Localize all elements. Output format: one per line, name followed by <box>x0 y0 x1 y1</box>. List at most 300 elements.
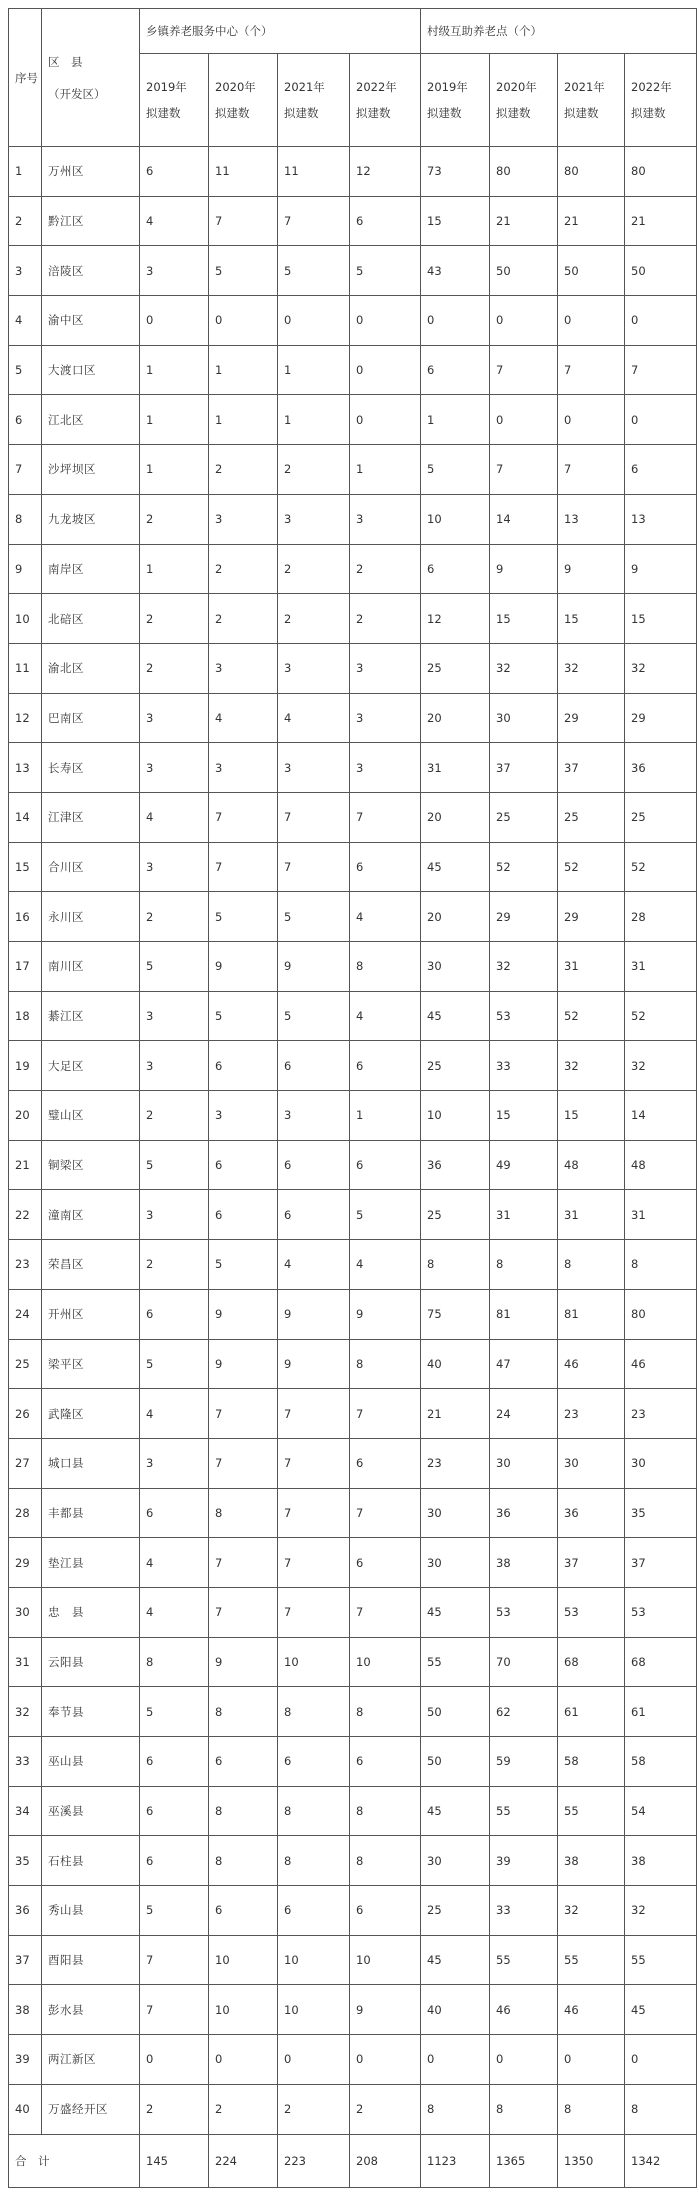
town-center-count: 2 <box>140 594 209 644</box>
village-point-count: 8 <box>625 1240 697 1290</box>
row-index: 27 <box>9 1438 42 1488</box>
village-point-count: 81 <box>490 1289 558 1339</box>
table-row <box>9 1538 697 1588</box>
village-point-count: 54 <box>625 1786 697 1836</box>
village-point-count: 21 <box>625 196 697 246</box>
year-header-5 <box>490 54 558 147</box>
table-row <box>9 1985 697 2035</box>
district-name: 渝北区 <box>42 643 140 693</box>
town-center-count: 3 <box>140 1190 209 1240</box>
table-row <box>9 693 697 743</box>
town-center-count: 7 <box>209 1587 278 1637</box>
town-center-total: 145 <box>140 2134 209 2187</box>
town-center-count: 10 <box>209 1935 278 1985</box>
village-point-count: 29 <box>490 892 558 942</box>
village-point-count: 8 <box>558 2084 625 2134</box>
town-center-group-header: 乡镇养老服务中心（个） <box>140 9 421 54</box>
town-center-count: 7 <box>209 1438 278 1488</box>
town-center-count: 7 <box>350 1389 421 1439</box>
village-point-count: 40 <box>421 1339 490 1389</box>
town-center-count: 1 <box>140 345 209 395</box>
district-name: 云阳县 <box>42 1637 140 1687</box>
row-index: 35 <box>9 1836 42 1886</box>
district-name: 巴南区 <box>42 693 140 743</box>
village-point-count: 53 <box>490 991 558 1041</box>
village-point-count: 50 <box>625 246 697 296</box>
village-point-count: 37 <box>558 743 625 793</box>
village-point-count: 10 <box>421 494 490 544</box>
village-point-count: 25 <box>558 792 625 842</box>
town-center-count: 2 <box>140 1240 209 1290</box>
town-center-count: 6 <box>350 842 421 892</box>
row-index: 11 <box>9 643 42 693</box>
village-point-count: 50 <box>558 246 625 296</box>
town-center-count: 7 <box>278 196 350 246</box>
village-point-count: 29 <box>558 892 625 942</box>
town-center-count: 11 <box>278 147 350 197</box>
village-point-count: 55 <box>490 1935 558 1985</box>
district-name: 长寿区 <box>42 743 140 793</box>
town-center-count: 3 <box>140 991 209 1041</box>
town-center-count: 3 <box>209 1091 278 1141</box>
village-point-count: 55 <box>625 1935 697 1985</box>
village-point-count: 6 <box>421 345 490 395</box>
town-center-count: 5 <box>140 1140 209 1190</box>
table-row <box>9 1488 697 1538</box>
village-point-count: 7 <box>558 445 625 495</box>
town-center-count: 3 <box>278 1091 350 1141</box>
year-sublabel: 拟建数 <box>631 106 666 120</box>
village-point-count: 61 <box>558 1687 625 1737</box>
district-name: 奉节县 <box>42 1687 140 1737</box>
year-header-0 <box>140 54 209 147</box>
village-point-count: 46 <box>490 1985 558 2035</box>
town-center-count: 10 <box>209 1985 278 2035</box>
town-center-count: 2 <box>209 594 278 644</box>
village-point-count: 30 <box>421 942 490 992</box>
village-point-count: 5 <box>421 445 490 495</box>
town-center-count: 6 <box>140 1836 209 1886</box>
town-center-count: 7 <box>278 1538 350 1588</box>
table-row <box>9 1041 697 1091</box>
village-point-count: 7 <box>490 445 558 495</box>
village-point-count: 15 <box>490 594 558 644</box>
year-header-6 <box>558 54 625 147</box>
town-center-count: 6 <box>350 1438 421 1488</box>
village-point-count: 58 <box>558 1737 625 1787</box>
village-point-count: 23 <box>558 1389 625 1439</box>
district-name: 荣昌区 <box>42 1240 140 1290</box>
district-name: 万州区 <box>42 147 140 197</box>
town-center-count: 2 <box>278 544 350 594</box>
town-center-count: 6 <box>209 1886 278 1936</box>
district-name: 合川区 <box>42 842 140 892</box>
town-center-count: 2 <box>140 1091 209 1141</box>
row-index: 14 <box>9 792 42 842</box>
table-body <box>9 9 697 2188</box>
district-name: 永川区 <box>42 892 140 942</box>
village-point-count: 25 <box>421 1886 490 1936</box>
year-sublabel: 拟建数 <box>284 106 319 120</box>
village-point-count: 21 <box>490 196 558 246</box>
town-center-count: 7 <box>209 792 278 842</box>
town-center-count: 1 <box>140 395 209 445</box>
town-center-count: 1 <box>350 445 421 495</box>
village-point-count: 35 <box>625 1488 697 1538</box>
town-center-total: 224 <box>209 2134 278 2187</box>
village-point-count: 33 <box>490 1041 558 1091</box>
year-sublabel: 拟建数 <box>356 106 391 120</box>
year-sublabel: 拟建数 <box>496 106 531 120</box>
village-point-count: 40 <box>421 1985 490 2035</box>
village-point-count: 8 <box>421 1240 490 1290</box>
table-row <box>9 445 697 495</box>
village-point-count: 0 <box>625 395 697 445</box>
village-point-count: 38 <box>490 1538 558 1588</box>
village-point-count: 52 <box>490 842 558 892</box>
village-point-count: 20 <box>421 892 490 942</box>
village-point-count: 59 <box>490 1737 558 1787</box>
row-index: 8 <box>9 494 42 544</box>
row-index: 23 <box>9 1240 42 1290</box>
village-point-count: 6 <box>625 445 697 495</box>
village-point-count: 32 <box>558 1041 625 1091</box>
village-point-count: 31 <box>558 942 625 992</box>
town-center-count: 1 <box>209 345 278 395</box>
table-row <box>9 942 697 992</box>
town-center-count: 0 <box>209 2035 278 2085</box>
total-label: 合 计 <box>9 2134 140 2187</box>
village-point-count: 7 <box>558 345 625 395</box>
village-point-count: 81 <box>558 1289 625 1339</box>
row-index: 40 <box>9 2084 42 2134</box>
village-point-count: 30 <box>558 1438 625 1488</box>
town-center-count: 8 <box>209 1488 278 1538</box>
town-center-count: 2 <box>278 445 350 495</box>
table-row <box>9 147 697 197</box>
town-center-count: 3 <box>140 246 209 296</box>
village-point-count: 29 <box>625 693 697 743</box>
row-index: 19 <box>9 1041 42 1091</box>
town-center-count: 5 <box>140 1687 209 1737</box>
town-center-count: 4 <box>140 196 209 246</box>
town-center-count: 9 <box>209 1289 278 1339</box>
village-point-count: 52 <box>558 842 625 892</box>
village-point-count: 29 <box>558 693 625 743</box>
village-point-count: 14 <box>625 1091 697 1141</box>
table-row <box>9 296 697 346</box>
village-point-count: 58 <box>625 1737 697 1787</box>
town-center-count: 3 <box>350 494 421 544</box>
table-row <box>9 2035 697 2085</box>
year-label: 2020年 <box>496 80 537 94</box>
town-center-count: 2 <box>140 2084 209 2134</box>
town-center-count: 9 <box>350 1289 421 1339</box>
town-center-count: 2 <box>350 544 421 594</box>
town-center-count: 7 <box>350 1488 421 1538</box>
town-center-count: 2 <box>140 643 209 693</box>
district-name: 北碚区 <box>42 594 140 644</box>
table-row <box>9 1737 697 1787</box>
row-index: 13 <box>9 743 42 793</box>
row-index: 16 <box>9 892 42 942</box>
village-point-count: 52 <box>625 842 697 892</box>
village-point-count: 62 <box>490 1687 558 1737</box>
village-point-count: 25 <box>421 643 490 693</box>
row-index: 39 <box>9 2035 42 2085</box>
year-header-3 <box>350 54 421 147</box>
town-center-count: 6 <box>140 1737 209 1787</box>
town-center-total: 208 <box>350 2134 421 2187</box>
town-center-count: 9 <box>278 942 350 992</box>
year-header-1 <box>209 54 278 147</box>
village-point-count: 37 <box>625 1538 697 1588</box>
town-center-count: 1 <box>209 395 278 445</box>
village-point-count: 53 <box>558 1587 625 1637</box>
village-point-count: 9 <box>625 544 697 594</box>
town-center-count: 8 <box>278 1836 350 1886</box>
table-row <box>9 1886 697 1936</box>
row-index: 3 <box>9 246 42 296</box>
town-center-count: 9 <box>350 1985 421 2035</box>
year-sublabel: 拟建数 <box>564 106 599 120</box>
district-name: 南川区 <box>42 942 140 992</box>
row-index: 9 <box>9 544 42 594</box>
village-point-count: 80 <box>625 147 697 197</box>
town-center-count: 3 <box>350 693 421 743</box>
village-point-count: 0 <box>490 296 558 346</box>
year-header-2 <box>278 54 350 147</box>
town-center-count: 5 <box>140 942 209 992</box>
village-point-count: 8 <box>421 2084 490 2134</box>
district-name: 丰都县 <box>42 1488 140 1538</box>
village-point-count: 13 <box>558 494 625 544</box>
village-point-count: 25 <box>625 792 697 842</box>
row-index: 36 <box>9 1886 42 1936</box>
town-center-count: 8 <box>278 1687 350 1737</box>
town-center-count: 5 <box>209 892 278 942</box>
year-label: 2022年 <box>631 80 672 94</box>
row-index: 34 <box>9 1786 42 1836</box>
village-point-count: 45 <box>625 1985 697 2035</box>
town-center-count: 10 <box>278 1935 350 1985</box>
village-point-count: 52 <box>625 991 697 1041</box>
village-point-count: 46 <box>558 1985 625 2035</box>
town-center-count: 12 <box>350 147 421 197</box>
village-point-count: 24 <box>490 1389 558 1439</box>
village-point-count: 15 <box>490 1091 558 1141</box>
town-center-count: 2 <box>209 2084 278 2134</box>
district-name: 万盛经开区 <box>42 2084 140 2134</box>
table-row <box>9 1389 697 1439</box>
village-point-count: 30 <box>421 1538 490 1588</box>
year-label: 2021年 <box>284 80 325 94</box>
village-point-count: 8 <box>490 1240 558 1290</box>
row-index: 15 <box>9 842 42 892</box>
town-center-count: 2 <box>350 2084 421 2134</box>
village-point-count: 80 <box>490 147 558 197</box>
town-center-count: 4 <box>140 792 209 842</box>
village-point-count: 0 <box>558 296 625 346</box>
village-point-total: 1342 <box>625 2134 697 2187</box>
town-center-count: 3 <box>350 643 421 693</box>
table-row <box>9 345 697 395</box>
town-center-count: 0 <box>350 395 421 445</box>
town-center-count: 6 <box>209 1190 278 1240</box>
village-point-count: 32 <box>625 1886 697 1936</box>
village-point-count: 6 <box>421 544 490 594</box>
row-index: 38 <box>9 1985 42 2035</box>
village-point-count: 8 <box>490 2084 558 2134</box>
district-name: 九龙坡区 <box>42 494 140 544</box>
town-center-count: 6 <box>209 1737 278 1787</box>
town-center-count: 2 <box>209 544 278 594</box>
town-center-count: 1 <box>278 345 350 395</box>
town-center-count: 6 <box>350 1886 421 1936</box>
table-row <box>9 1935 697 1985</box>
village-point-count: 36 <box>490 1488 558 1538</box>
town-center-count: 4 <box>278 1240 350 1290</box>
town-center-count: 3 <box>278 494 350 544</box>
town-center-count: 6 <box>350 1041 421 1091</box>
row-index: 7 <box>9 445 42 495</box>
village-point-count: 46 <box>558 1339 625 1389</box>
town-center-count: 3 <box>140 743 209 793</box>
table-row <box>9 1240 697 1290</box>
town-center-count: 7 <box>278 1389 350 1439</box>
village-point-count: 21 <box>421 1389 490 1439</box>
town-center-count: 1 <box>140 544 209 594</box>
village-point-count: 36 <box>558 1488 625 1538</box>
row-index: 18 <box>9 991 42 1041</box>
row-index: 1 <box>9 147 42 197</box>
town-center-count: 2 <box>278 2084 350 2134</box>
village-point-count: 15 <box>558 1091 625 1141</box>
town-center-count: 8 <box>350 1687 421 1737</box>
row-index: 17 <box>9 942 42 992</box>
town-center-count: 8 <box>140 1637 209 1687</box>
town-center-count: 7 <box>278 792 350 842</box>
table-row <box>9 1587 697 1637</box>
village-point-count: 1 <box>421 395 490 445</box>
town-center-count: 9 <box>209 1637 278 1687</box>
row-index: 10 <box>9 594 42 644</box>
table-row <box>9 2084 697 2134</box>
town-center-count: 7 <box>278 1488 350 1538</box>
village-point-count: 20 <box>421 693 490 743</box>
town-center-count: 8 <box>350 1836 421 1886</box>
town-center-count: 5 <box>278 892 350 942</box>
town-center-count: 6 <box>278 1041 350 1091</box>
district-name: 黔江区 <box>42 196 140 246</box>
village-point-count: 68 <box>558 1637 625 1687</box>
row-index: 29 <box>9 1538 42 1588</box>
town-center-count: 0 <box>209 296 278 346</box>
town-center-count: 7 <box>350 792 421 842</box>
town-center-count: 10 <box>278 1985 350 2035</box>
village-point-count: 61 <box>625 1687 697 1737</box>
town-center-count: 9 <box>278 1289 350 1339</box>
town-center-count: 9 <box>209 1339 278 1389</box>
village-point-count: 9 <box>490 544 558 594</box>
district-name: 酉阳县 <box>42 1935 140 1985</box>
district-name: 江津区 <box>42 792 140 842</box>
table-row <box>9 1637 697 1687</box>
district-name: 开州区 <box>42 1289 140 1339</box>
town-center-count: 10 <box>350 1935 421 1985</box>
town-center-count: 5 <box>350 1190 421 1240</box>
row-index: 32 <box>9 1687 42 1737</box>
village-point-count: 0 <box>558 395 625 445</box>
total-row <box>9 2134 697 2187</box>
town-center-count: 6 <box>278 1140 350 1190</box>
village-point-count: 49 <box>490 1140 558 1190</box>
district-name: 沙坪坝区 <box>42 445 140 495</box>
row-index: 24 <box>9 1289 42 1339</box>
row-index: 26 <box>9 1389 42 1439</box>
village-point-count: 20 <box>421 792 490 842</box>
town-center-count: 4 <box>278 693 350 743</box>
village-point-count: 32 <box>625 643 697 693</box>
town-center-count: 3 <box>209 743 278 793</box>
town-center-count: 2 <box>140 494 209 544</box>
village-point-count: 55 <box>558 1935 625 1985</box>
village-point-count: 30 <box>421 1836 490 1886</box>
town-center-count: 3 <box>140 1438 209 1488</box>
row-index: 25 <box>9 1339 42 1389</box>
district-name: 垫江县 <box>42 1538 140 1588</box>
town-center-count: 3 <box>140 693 209 743</box>
town-center-count: 2 <box>350 594 421 644</box>
table-row <box>9 246 697 296</box>
district-name: 铜梁区 <box>42 1140 140 1190</box>
village-point-count: 25 <box>421 1190 490 1240</box>
village-point-count: 37 <box>490 743 558 793</box>
village-point-count: 38 <box>625 1836 697 1886</box>
village-point-count: 48 <box>558 1140 625 1190</box>
town-center-count: 7 <box>140 1985 209 2035</box>
elderly-care-plan-table <box>8 8 697 2188</box>
table-row <box>9 643 697 693</box>
village-point-count: 37 <box>558 1538 625 1588</box>
town-center-count: 7 <box>278 1438 350 1488</box>
town-center-count: 4 <box>350 892 421 942</box>
village-point-count: 23 <box>625 1389 697 1439</box>
town-center-count: 5 <box>350 246 421 296</box>
village-point-count: 48 <box>625 1140 697 1190</box>
district-name: 綦江区 <box>42 991 140 1041</box>
town-center-count: 0 <box>350 345 421 395</box>
town-center-count: 0 <box>278 2035 350 2085</box>
village-point-count: 50 <box>490 246 558 296</box>
village-point-count: 31 <box>490 1190 558 1240</box>
year-sublabel: 拟建数 <box>146 106 181 120</box>
year-header-4 <box>421 54 490 147</box>
town-center-count: 5 <box>140 1339 209 1389</box>
village-point-count: 46 <box>625 1339 697 1389</box>
year-label: 2022年 <box>356 80 397 94</box>
town-center-count: 7 <box>140 1935 209 1985</box>
table-row <box>9 1438 697 1488</box>
village-point-count: 45 <box>421 842 490 892</box>
row-index: 21 <box>9 1140 42 1190</box>
village-point-total: 1365 <box>490 2134 558 2187</box>
town-center-count: 7 <box>209 1538 278 1588</box>
village-point-count: 8 <box>558 1240 625 1290</box>
town-center-count: 4 <box>140 1389 209 1439</box>
village-point-count: 30 <box>490 1438 558 1488</box>
town-center-count: 2 <box>140 892 209 942</box>
